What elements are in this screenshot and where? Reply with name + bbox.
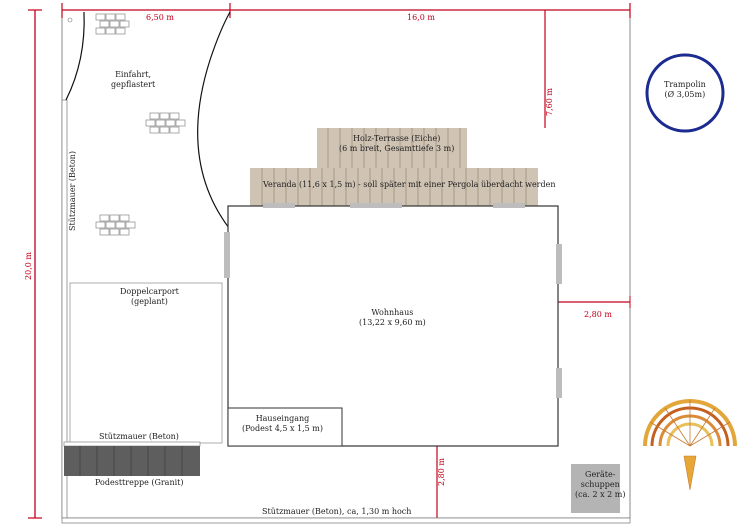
sundial-logo-icon: [645, 400, 735, 490]
label-shed: Geräte- schuppen (ca. 2 x 2 m): [575, 470, 626, 499]
house-window: [556, 368, 562, 398]
front-retaining-wall: [64, 442, 200, 446]
dim-total-height: 20,0 m: [23, 252, 33, 280]
label-carport: Doppelcarport (geplant): [120, 287, 179, 306]
label-entrance-drive: Einfahrt, gepflastert: [111, 70, 156, 89]
label-terrace: Holz-Terrasse (Eiche) (6 m breit, Gesamttiefe 3 m): [339, 134, 455, 153]
podest-stairs: [64, 446, 200, 476]
gate-right-arc: [198, 12, 230, 228]
label-veranda: Veranda (11,6 x 1,5 m) - soll später mit einer Pergola überdacht werden: [263, 180, 556, 189]
label-stairs: Podesttreppe (Granit): [95, 478, 184, 487]
paving-group-2: [146, 113, 185, 133]
carport-outline: [70, 283, 222, 443]
gate-left-arc: [66, 12, 84, 100]
label-house-entrance: Hauseingang (Podest 4,5 x 1,5 m): [242, 414, 324, 433]
label-house: Wohnhaus (13,22 x 9,60 m): [359, 308, 426, 327]
paving-group-1: [96, 14, 129, 34]
label-retaining-wall-side: Stützmauer (Beton): [67, 151, 77, 231]
dim-top-right: 16,0 m: [407, 13, 435, 22]
house-window: [350, 203, 402, 208]
dim-terrace-distance: 7,60 m: [544, 88, 554, 116]
house-window: [263, 203, 295, 208]
dim-bottom-distance: 2,80 m: [436, 458, 446, 486]
dim-right-distance: 2,80 m: [584, 310, 612, 319]
dim-top-left: 6,50 m: [146, 13, 174, 22]
house-window: [493, 203, 525, 208]
bottom-retaining-wall: [62, 518, 630, 523]
label-retaining-wall-front: Stützmauer (Beton): [99, 432, 179, 441]
label-trampoline: Trampolin (Ø 3,05m): [664, 80, 706, 99]
label-bottom-wall: Stützmauer (Beton), ca, 1,30 m hoch: [262, 507, 412, 516]
paving-group-3: [96, 215, 135, 235]
house-window: [224, 232, 230, 278]
house-window: [556, 244, 562, 284]
